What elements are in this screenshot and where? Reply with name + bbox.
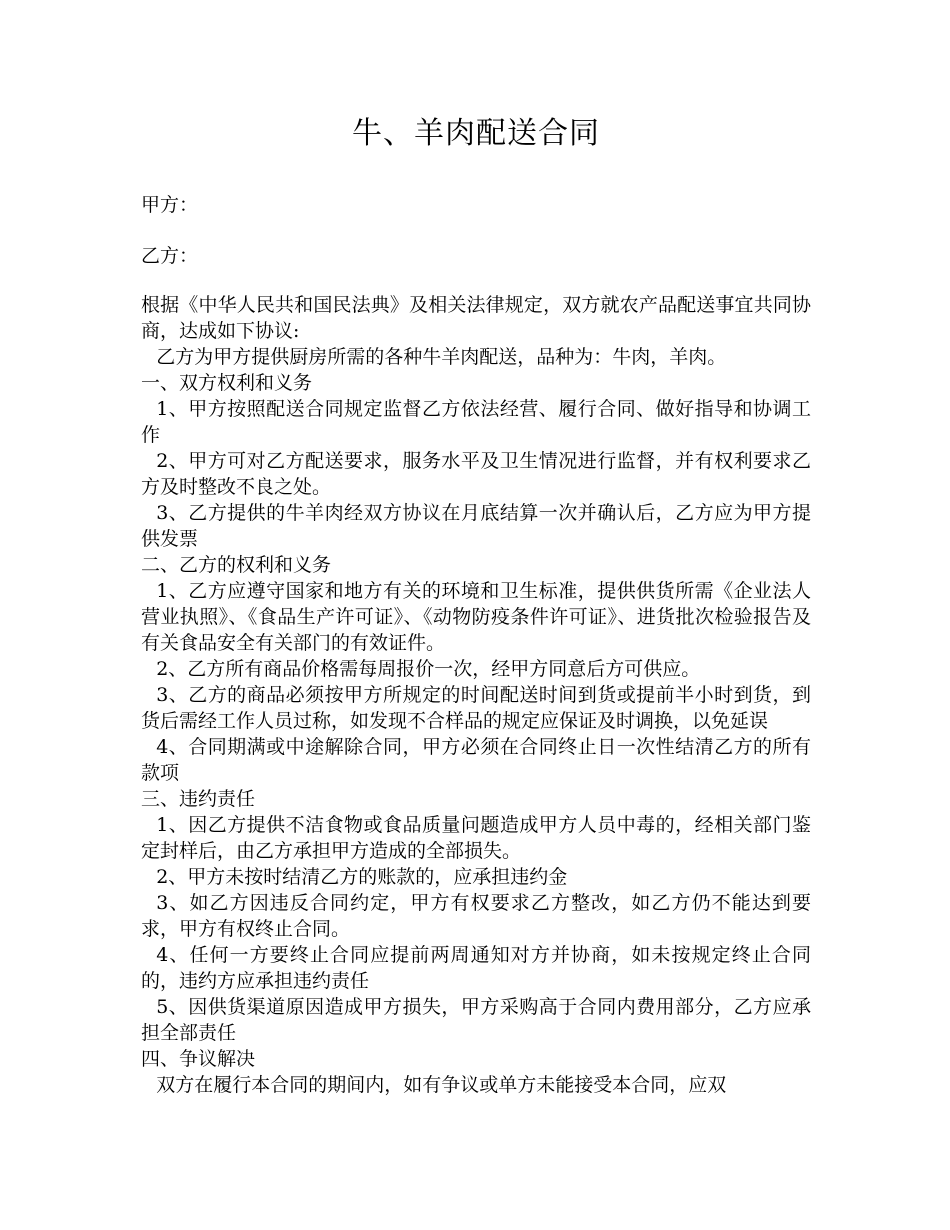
section-heading: 根据《中华人民共和国民法典》及相关法律规定，双方就农产品配送事宜共同协商，达成如下协议: [141, 294, 811, 342]
section-heading: 二、乙方的权利和义务 [141, 554, 332, 576]
clause-paragraph: 4、合同期满或中途解除合同，甲方必须在合同终止日一次性结清乙方的所有款项 [141, 736, 811, 784]
document-title: 牛、羊肉配送合同 [352, 116, 600, 151]
clause-paragraph: 3、如乙方因违反合同约定，甲方有权要求乙方整改，如乙方仍不能达到要求，甲方有权终止合同。 [141, 892, 811, 940]
section-heading: 四、争议解决 [141, 1048, 256, 1070]
clause-paragraph: 1、甲方按照配送合同规定监督乙方依法经营、履行合同、做好指导和协调工作 [141, 398, 811, 446]
section-heading: 三、违约责任 [141, 788, 256, 810]
clause-paragraph: 2、乙方所有商品价格需每周报价一次，经甲方同意后方可供应。 [156, 658, 701, 680]
clause-paragraph: 1、因乙方提供不洁食物或食品质量问题造成甲方人员中毒的，经相关部门鉴定封样后，由乙方承担甲方造成的全部损失。 [141, 814, 811, 862]
party-b-label: 乙方： [141, 245, 199, 267]
party-a-label: 甲方： [141, 194, 199, 216]
clause-paragraph: 5、因供货渠道原因造成甲方损失，甲方采购高于合同内费用部分，乙方应承担全部责任 [141, 996, 811, 1044]
clause-paragraph: 双方在履行本合同的期间内，如有争议或单方未能接受本合同，应双 [156, 1074, 727, 1096]
section-heading: 一、双方权利和义务 [141, 372, 313, 394]
clause-paragraph: 2、甲方可对乙方配送要求，服务水平及卫生情况进行监督，并有权利要求乙方及时整改不良之处。 [141, 450, 811, 498]
contract-body [141, 292, 811, 1098]
clause-paragraph: 4、任何一方要终止合同应提前两周通知对方并协商，如未按规定终止合同的，违约方应承担违约责任 [141, 944, 811, 992]
clause-paragraph: 3、乙方提供的牛羊肉经双方协议在月底结算一次并确认后，乙方应为甲方提供发票 [141, 502, 811, 550]
clause-paragraph: 2、甲方未按时结清乙方的账款的，应承担违约金 [156, 866, 568, 888]
clause-paragraph: 1、乙方应遵守国家和地方有关的环境和卫生标准，提供供货所需《企业法人营业执照》、《食品生产许可证》、《动物防疫条件许可证》、进货批次检验报告及有关食品安全有关部门的有效证件。 [141, 580, 811, 654]
clause-paragraph: 3、乙方的商品必须按甲方所规定的时间配送时间到货或提前半小时到货，到货后需经工作人员过称，如发现不合样品的规定应保证及时调换，以免延误 [141, 684, 811, 732]
clause-paragraph: 乙方为甲方提供厨房所需的各种牛羊肉配送，品种为：牛肉，羊肉。 [156, 346, 727, 368]
